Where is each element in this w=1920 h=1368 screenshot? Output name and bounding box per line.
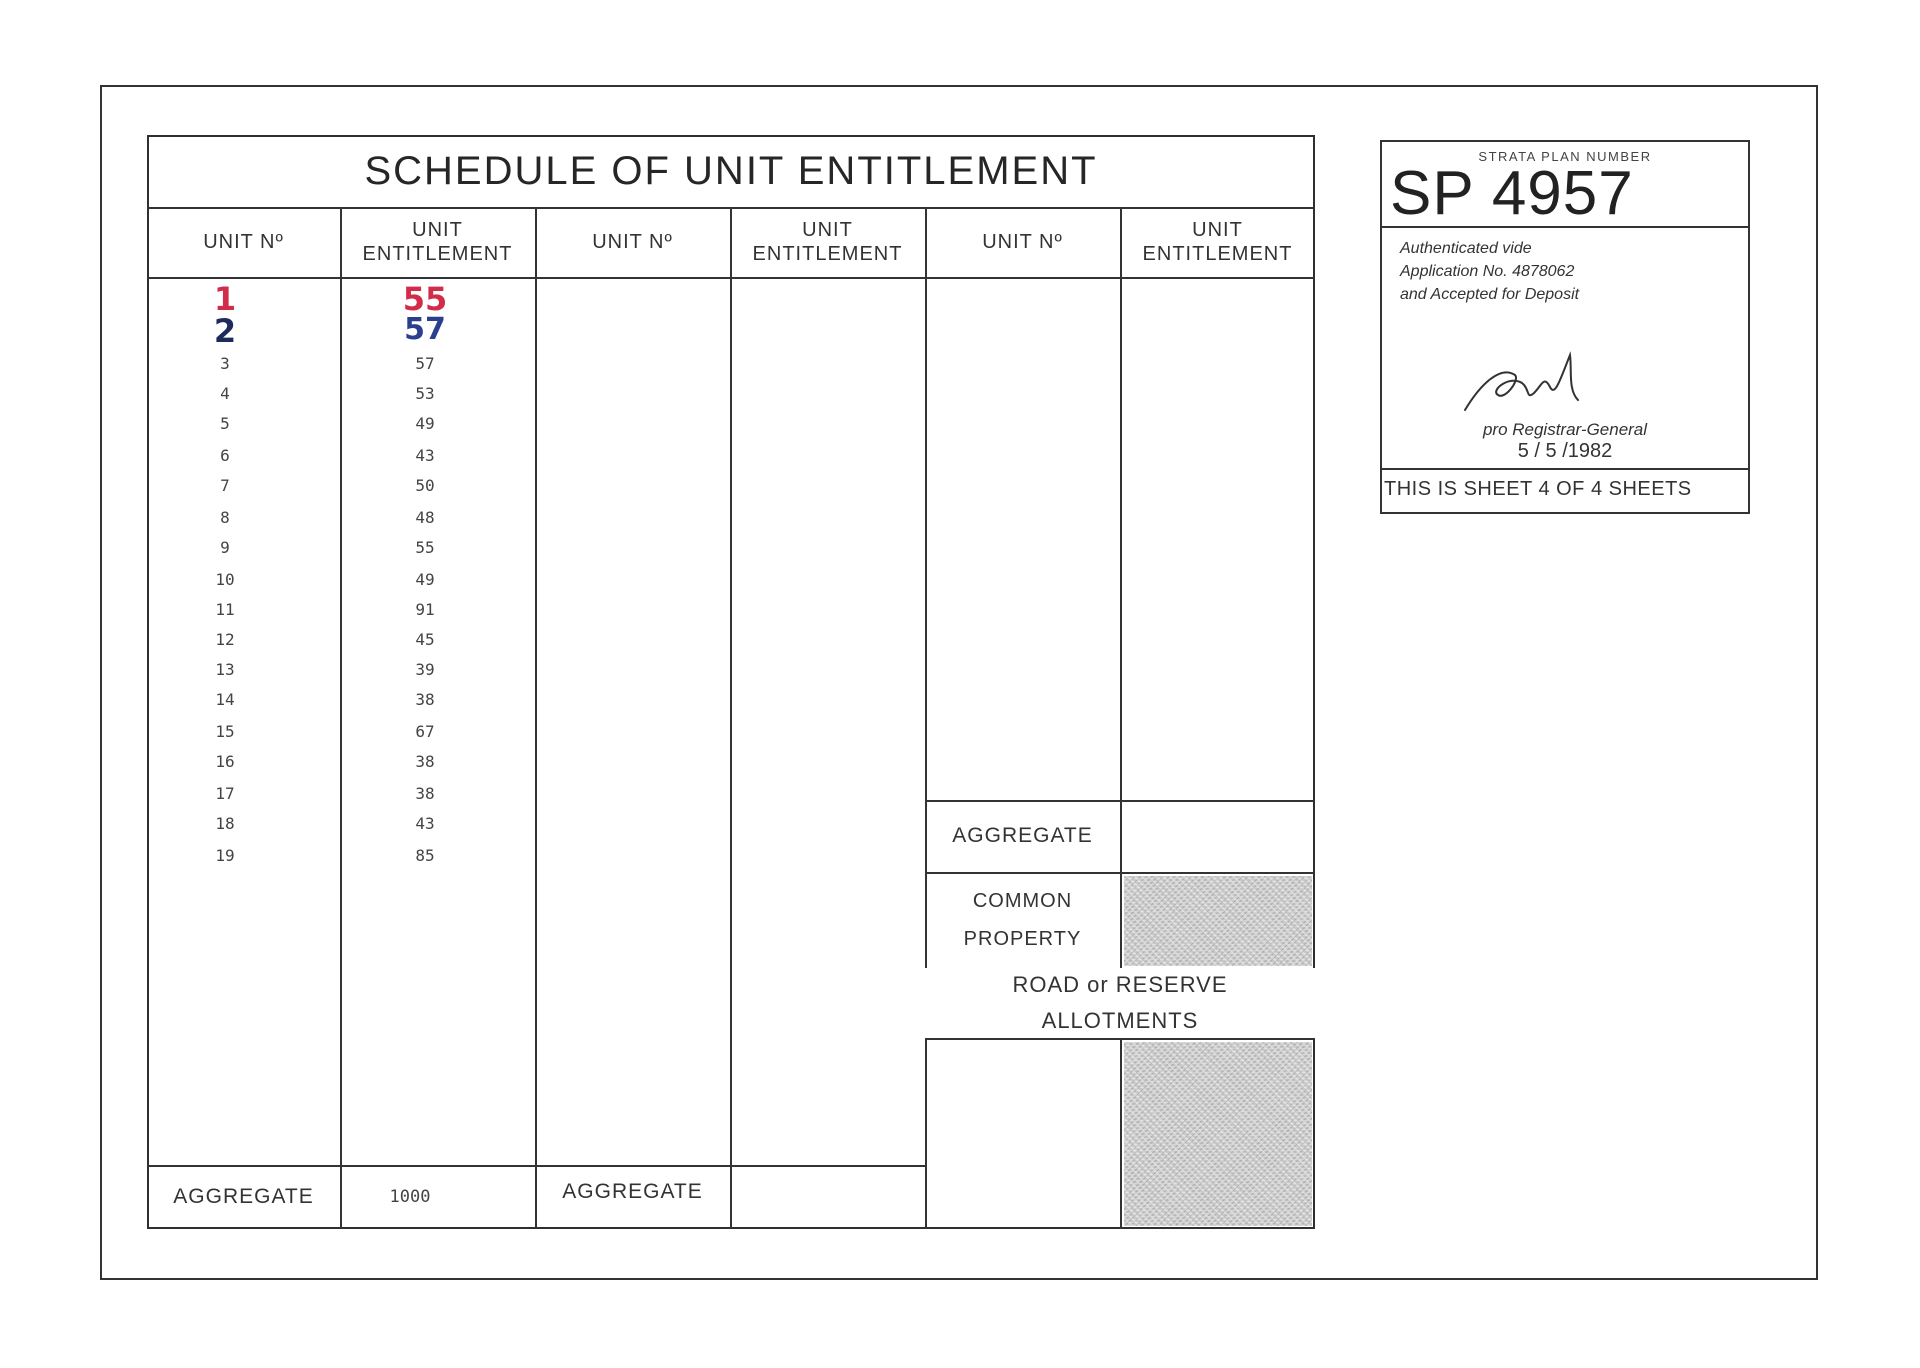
unit-entitlement: 57 <box>415 354 435 373</box>
authentication-text: Authenticated vide Application No. 4878062 and Accepted for Deposit <box>1400 240 1580 303</box>
unit-number: 2 <box>213 312 237 350</box>
road-reserve-label: ROAD or RESERVE ALLOTMENTS <box>925 968 1315 1038</box>
unit-entitlement: 55 <box>402 280 448 318</box>
unit-entitlement: 67 <box>415 722 435 741</box>
signatory-label: pro Registrar-General <box>1482 420 1648 439</box>
unit-entitlement: 85 <box>415 846 435 865</box>
col-header-unit-entitlement-1: UNIT ENTITLEMENT <box>362 219 513 265</box>
unit-entitlement: 48 <box>415 508 435 527</box>
unit-number: 18 <box>215 814 235 833</box>
unit-number: 4 <box>220 384 230 403</box>
unit-entitlement: 49 <box>415 414 435 433</box>
aggregate-label-3: AGGREGATE <box>952 824 1093 847</box>
col-header-unit-entitlement-3: UNIT ENTITLEMENT <box>1142 219 1293 265</box>
col-header-unit-no-2: UNIT Nº <box>592 231 673 253</box>
schedule-title: SCHEDULE OF UNIT ENTITLEMENT <box>364 148 1098 193</box>
road-reserve-bottom-line <box>925 1038 1315 1040</box>
col-line-1 <box>340 207 342 1229</box>
unit-number: 13 <box>215 660 235 679</box>
unit-number: 15 <box>215 722 235 741</box>
aggregate-label-1: AGGREGATE <box>173 1185 314 1208</box>
unit-number: 17 <box>215 784 235 803</box>
unit-entitlement: 43 <box>415 446 435 465</box>
unit-entitlement: 55 <box>415 538 435 557</box>
unit-number: 16 <box>215 752 235 771</box>
unit-number: 19 <box>215 846 235 865</box>
unit-number: 8 <box>220 508 230 527</box>
unit-number: 12 <box>215 630 235 649</box>
common-property-label: COMMON PROPERTY <box>963 890 1082 950</box>
unit-entitlement: 91 <box>415 600 435 619</box>
col-line-4 <box>925 207 927 1229</box>
signature-icon <box>1460 345 1590 420</box>
col-header-unit-no-3: UNIT Nº <box>982 231 1063 253</box>
unit-entitlement: 50 <box>415 476 435 495</box>
aggregate-label-2: AGGREGATE <box>562 1180 703 1203</box>
strata-plan-heading: STRATA PLAN NUMBER <box>1478 149 1652 164</box>
unit-entitlement: 38 <box>415 784 435 803</box>
unit-number: 11 <box>215 600 235 619</box>
unit-number: 6 <box>220 446 230 465</box>
road-reserve-hatch <box>1124 1042 1312 1226</box>
unit-entitlement: 45 <box>415 630 435 649</box>
unit-number: 1 <box>213 280 237 318</box>
col-line-2 <box>535 207 537 1229</box>
strata-divider-1 <box>1380 226 1750 228</box>
unit-entitlement: 49 <box>415 570 435 589</box>
unit-entitlement: 38 <box>415 752 435 771</box>
unit-entitlement: 57 <box>404 312 446 347</box>
strata-divider-2 <box>1380 468 1750 470</box>
unit-entitlement: 39 <box>415 660 435 679</box>
unit-entitlement: 43 <box>415 814 435 833</box>
col-line-5 <box>1120 207 1122 1229</box>
unit-number: 14 <box>215 690 235 709</box>
unit-number: 10 <box>215 570 235 589</box>
unit-number: 9 <box>220 538 230 557</box>
common-property-hatch <box>1124 876 1312 966</box>
col-header-unit-no-1: UNIT Nº <box>203 231 284 253</box>
authentication-date: 5 / 5 /1982 <box>1517 440 1613 462</box>
aggregate-value-1: 1000 <box>389 1187 431 1207</box>
unit-number: 3 <box>220 354 230 373</box>
unit-number: 7 <box>220 476 230 495</box>
unit-entitlement: 53 <box>415 384 435 403</box>
col-header-unit-entitlement-2: UNIT ENTITLEMENT <box>752 219 903 265</box>
unit-entitlement: 38 <box>415 690 435 709</box>
col-line-3 <box>730 207 732 1229</box>
unit-number: 5 <box>220 414 230 433</box>
strata-plan-number: SP 4957 <box>1390 159 1634 228</box>
sheet-number-text: THIS IS SHEET 4 OF 4 SHEETS <box>1384 478 1692 500</box>
